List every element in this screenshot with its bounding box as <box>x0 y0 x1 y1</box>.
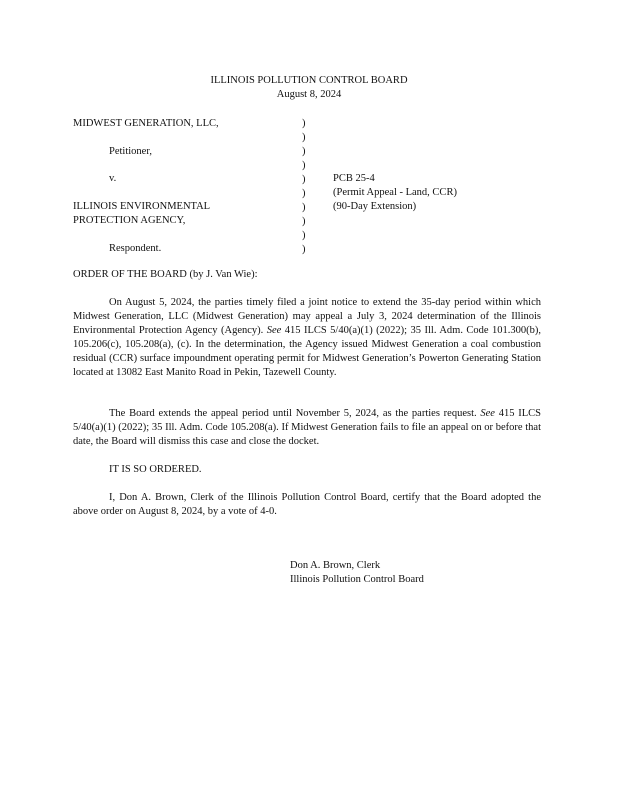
case-type: (Permit Appeal - Land, CCR) <box>333 187 457 198</box>
paragraph-2-text-b: 415 ILCS 5/40(a)(1) (2022); 35 Ill. Adm. Code 105.208(a). If Midwest Generation fails to file an appeal on or before that date, the Board will dismiss this case and close the docket. <box>73 408 542 447</box>
paren: ) <box>302 244 306 255</box>
paren: ) <box>302 146 306 157</box>
petitioner-role: Petitioner, <box>109 146 153 157</box>
case-info <box>333 172 457 214</box>
paragraph-1-text-b: 415 ILCS 5/40(a)(1) (2022); 35 Ill. Adm. Code 101.300(b), 105.206(c), 105.208(a), (c). In the determination, the Agency issued Midwest Generation a coal combustion residual (CCR) surface impoundment operating permit for Midwest Generation’s Powerton Generating Station located at 13082 East Manito Road in Pekin, Tazewell County. <box>73 325 542 378</box>
order-date: August 8, 2024 <box>276 89 342 100</box>
paren: ) <box>302 174 306 185</box>
petitioner-name: MIDWEST GENERATION, LLC, <box>73 118 219 129</box>
document-header <box>0 74 618 102</box>
so-ordered: IT IS SO ORDERED. <box>109 464 202 475</box>
versus-label: v. <box>109 173 117 184</box>
paragraph-2 <box>73 407 541 449</box>
certification <box>73 491 541 519</box>
paren: ) <box>302 202 306 213</box>
paragraph-1 <box>73 296 541 380</box>
signature-block <box>290 559 424 587</box>
paren: ) <box>302 160 306 171</box>
paren: ) <box>302 132 306 143</box>
paren: ) <box>302 118 306 129</box>
respondent-role: Respondent. <box>109 243 162 254</box>
case-extension: (90-Day Extension) <box>333 201 417 212</box>
respondent-name-line1: ILLINOIS ENVIRONMENTAL <box>73 201 211 212</box>
see-signal: See <box>480 408 495 419</box>
certification-text: I, Don A. Brown, Clerk of the Illinois Pollution Control Board, certify that the Board adopted the above order on August 8, 2024, by a vote of 4-0. <box>73 492 541 517</box>
caption-parentheses <box>302 117 306 257</box>
case-number: PCB 25-4 <box>333 173 375 184</box>
respondent-name-line2: PROTECTION AGENCY, <box>73 215 186 226</box>
signature-name: Don A. Brown, Clerk <box>290 560 381 571</box>
paragraph-2-text-a: The Board extends the appeal period until November 5, 2024, as the parties request. <box>109 408 477 419</box>
see-signal: See <box>266 325 282 336</box>
order-heading: ORDER OF THE BOARD (by J. Van Wie): <box>73 269 258 280</box>
agency-title: ILLINOIS POLLUTION CONTROL BOARD <box>210 75 408 86</box>
signature-title: Illinois Pollution Control Board <box>290 574 424 585</box>
paren: ) <box>302 216 306 227</box>
paragraph-1-text-a: On August 5, 2024, the parties timely filed a joint notice to extend the 35-day period within which Midwest Generation, LLC (Midwest Generation) may appeal a July 3, 2024 determination of the Illinois Environmental Protection Agency (Agency). <box>73 297 541 336</box>
paren: ) <box>302 230 306 241</box>
paren: ) <box>302 188 306 199</box>
